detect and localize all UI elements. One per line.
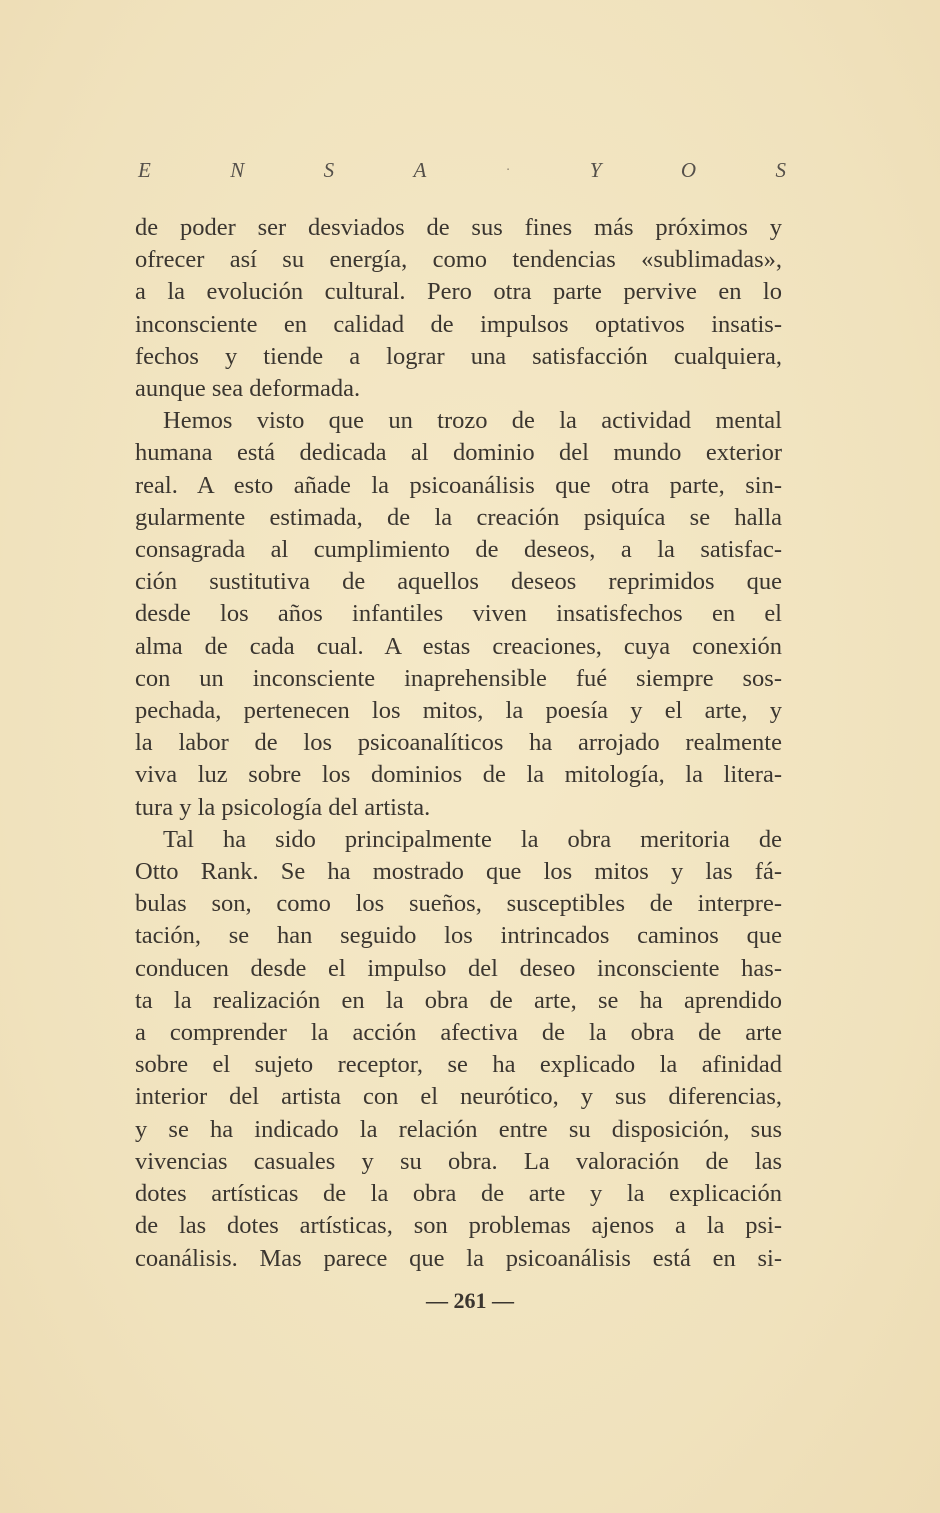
text-line: desde los años infantiles viven insatisfechos en el: [135, 600, 782, 628]
running-head-letter: O: [680, 158, 697, 182]
text-line: la labor de los psicoanalíticos ha arrojado realmente: [135, 729, 782, 757]
text-line: con un inconsciente inaprehensible fué siempre sos-: [135, 664, 782, 692]
text-line: fechos y tiende a lograr una satisfacción cualquiera,: [135, 342, 782, 370]
text-line: real. A esto añade la psicoanálisis que otra parte, sin-: [135, 471, 782, 499]
text-line: tura y la psicología del artista.: [135, 793, 431, 821]
text-line: Hemos visto que un trozo de la actividad mental: [163, 407, 782, 435]
text-line: dotes artísticas de la obra de arte y la explicación: [135, 1180, 782, 1208]
text-line: humana está dedicada al dominio del mundo exterior: [135, 439, 782, 467]
running-head-dot: ·: [505, 163, 511, 178]
text-line: conducen desde el impulso del deseo inconsciente has-: [135, 954, 782, 982]
page-number: — 261 —: [426, 1288, 514, 1313]
text-line: inconsciente en calidad de impulsos optativos insatis-: [135, 310, 782, 338]
text-line: tación, se han seguido los intrincados caminos que: [135, 922, 782, 950]
text-line: gularmente estimada, de la creación psiquíca se halla: [135, 503, 782, 531]
running-head-letter: S: [323, 158, 335, 182]
text-line: alma de cada cual. A estas creaciones, cuya conexión: [135, 632, 782, 660]
text-line: coanálisis. Mas parece que la psicoanálisis está en si-: [135, 1244, 782, 1272]
text-line: sobre el sujeto receptor, se ha explicado la afinidad: [135, 1051, 782, 1079]
text-line: Otto Rank. Se ha mostrado que los mitos y las fá-: [135, 858, 782, 886]
paragraph: [135, 824, 782, 1275]
text-line: consagrada al cumplimiento de deseos, a la satisfac-: [135, 536, 782, 564]
text-line: bulas son, como los sueños, susceptibles de interpre-: [135, 890, 782, 918]
body-text: [135, 212, 782, 1275]
text-line: vivencias casuales y su obra. La valoración de las: [135, 1147, 782, 1175]
text-line: pechada, pertenecen los mitos, la poesía y el arte, y: [135, 697, 782, 725]
text-line: de las dotes artísticas, son problemas ajenos a la psi-: [135, 1212, 782, 1240]
running-head-letter: Y: [589, 158, 602, 182]
paragraph: [135, 405, 782, 824]
running-head-letter: N: [230, 158, 245, 182]
text-line: de poder ser desviados de sus fines más próximos y: [135, 214, 782, 241]
text-line: ta la realización en la obra de arte, se ha aprendido: [135, 986, 782, 1014]
text-line: a comprender la acción afectiva de la obra de arte: [135, 1019, 782, 1047]
running-head-letter: S: [775, 158, 786, 182]
running-head: [138, 158, 786, 184]
text-line: a la evolución cultural. Pero otra parte pervive en lo: [135, 278, 782, 306]
text-line: y se ha indicado la relación entre su disposición, sus: [135, 1115, 782, 1143]
text-line: ofrecer así su energía, como tendencias «sublimadas»,: [135, 246, 782, 274]
running-head-letter: E: [138, 158, 151, 182]
text-line: Tal ha sido principalmente la obra meritoria de: [163, 825, 782, 853]
text-line: viva luz sobre los dominios de la mitología, la litera-: [135, 761, 782, 789]
paragraph: [135, 212, 782, 405]
text-line: ción sustitutiva de aquellos deseos reprimidos que: [135, 568, 782, 596]
text-line: aunque sea deformada.: [135, 375, 361, 403]
running-head-letter: A: [413, 158, 427, 182]
text-line: interior del artista con el neurótico, y sus diferencias,: [135, 1083, 782, 1111]
